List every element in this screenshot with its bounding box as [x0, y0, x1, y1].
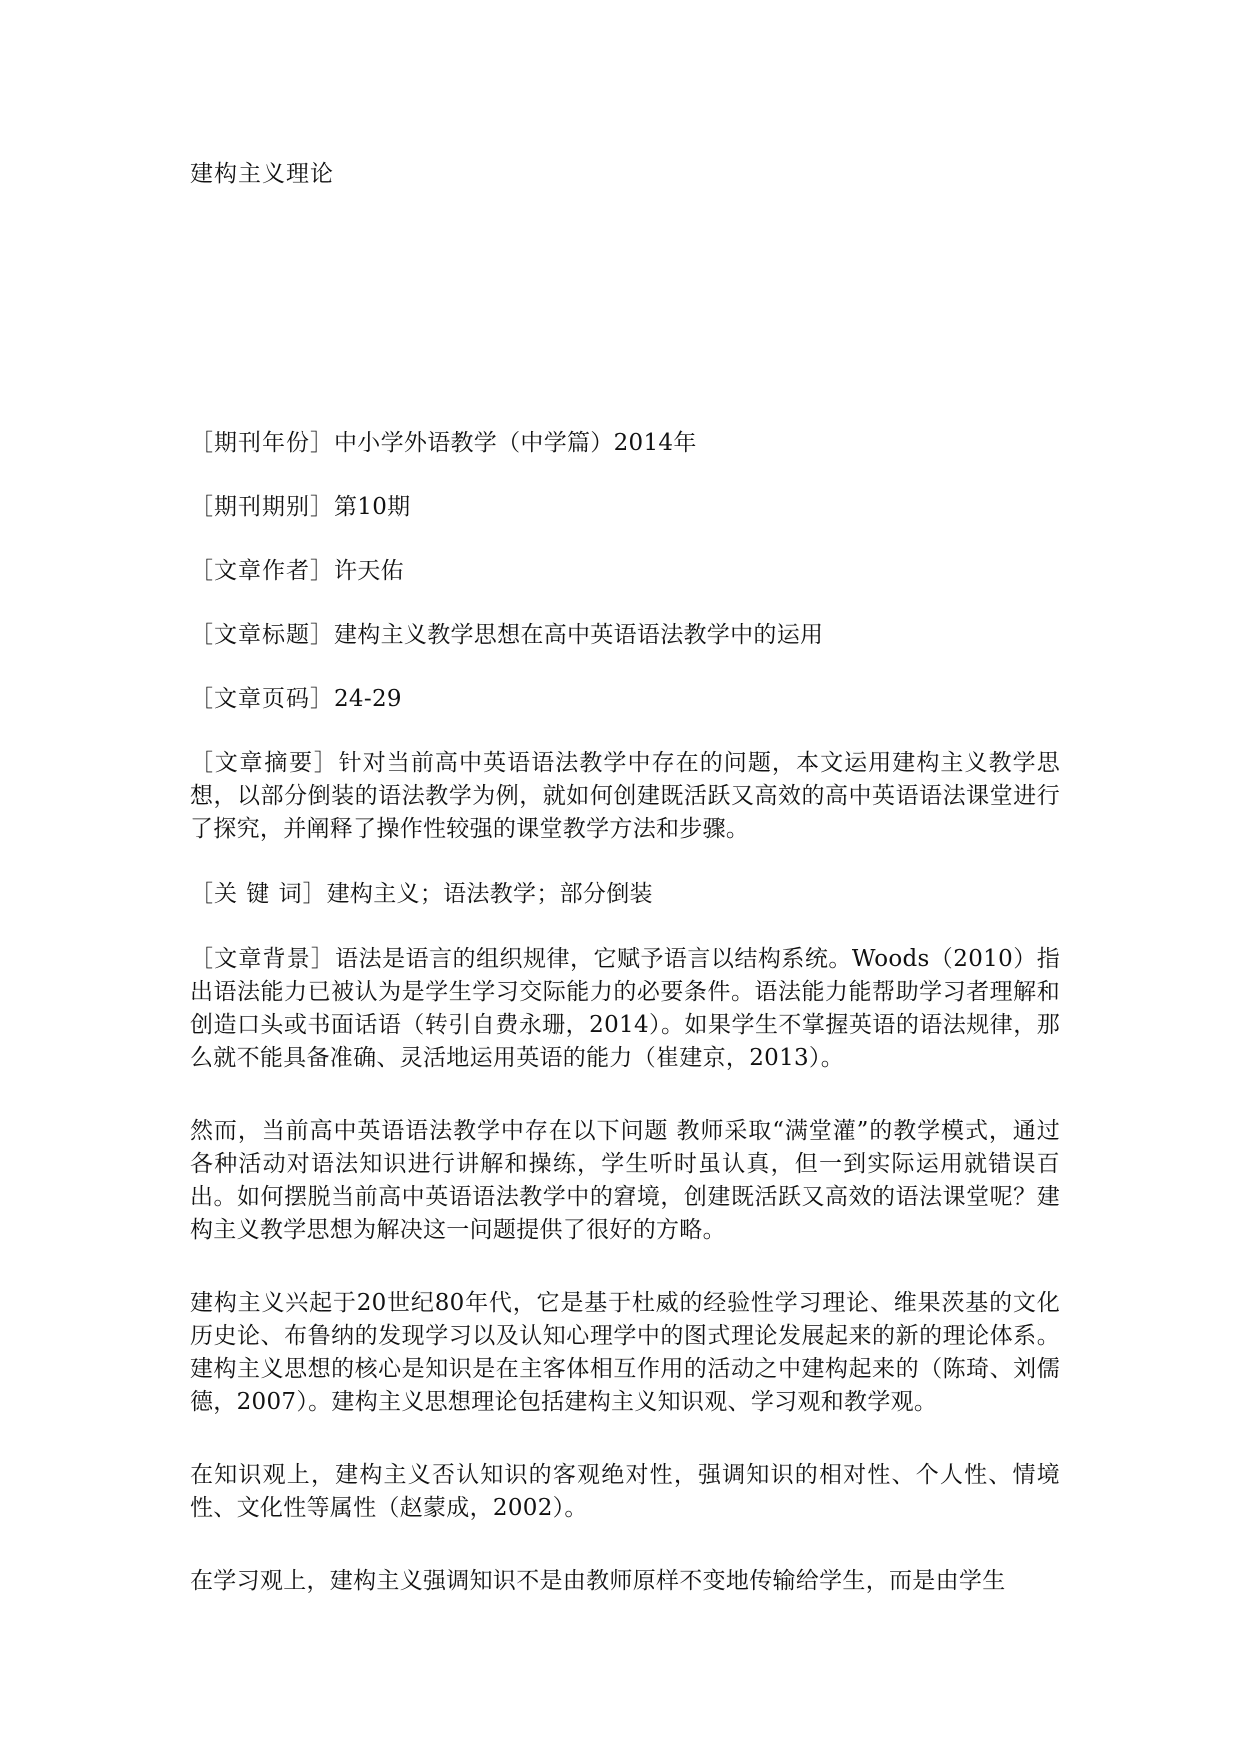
keywords-text: 建构主义；语法教学；部分倒装 [326, 881, 653, 907]
abstract-text: 针对当前高中英语语法教学中存在的问题，本文运用建构主义教学思想，以部分倒装的语法教学为例，就如何创建既活跃又高效的高中英语语法课堂进行了探究，并阐释了操作性较强的课堂教学方法和步骤。 [190, 750, 1061, 842]
body-paragraph: 然而，当前高中英语语法教学中存在以下问题 教师采取“满堂灌”的教学模式，通过各种活动对语法知识进行讲解和操练，学生听时虽认真，但一到实际运用就错误百出。如何摆脱当前高中英语语法教学中的窘境，创建既活跃又高效的语法课堂呢？建构主义教学思想为解决这一问题提供了很好的方略。 [190, 1118, 1060, 1243]
meta-value: 24-29 [334, 686, 402, 712]
abstract-paragraph [190, 747, 1060, 846]
abstract-label: ［文章摘要］ [190, 750, 339, 776]
document-body [190, 427, 1060, 1630]
meta-label: ［期刊期别］ [190, 494, 334, 520]
body-paragraph: 在知识观上，建构主义否认知识的客观绝对性，强调知识的相对性、个人性、情境性、文化性等属性（赵蒙成，2002）。 [190, 1462, 1060, 1521]
background-label: ［文章背景］ [190, 946, 336, 972]
meta-label: ［文章作者］ [190, 558, 334, 584]
meta-journal-issue [190, 491, 1060, 524]
keywords-paragraph [190, 878, 1060, 911]
meta-value: 建构主义教学思想在高中英语语法教学中的运用 [334, 622, 824, 648]
meta-label: ［文章标题］ [190, 622, 334, 648]
body-paragraph: 建构主义兴起于20世纪80年代，它是基于杜威的经验性学习理论、维果茨基的文化历史论、布鲁纳的发现学习以及认知心理学中的图式理论发展起来的新的理论体系。建构主义思想的核心是知识是在主客体相互作用的活动之中建构起来的（陈琦、刘儒德，2007）。建构主义思想理论包括建构主义知识观、学习观和教学观。 [190, 1290, 1060, 1415]
meta-value: 第10期 [334, 494, 411, 520]
keywords-label: ［关 键 词］ [190, 881, 327, 907]
meta-article-title [190, 619, 1060, 652]
meta-label: ［期刊年份］ [190, 430, 334, 456]
meta-value: 许天佑 [334, 558, 404, 584]
background-text: 语法是语言的组织规律，它赋予语言以结构系统。Woods（2010）指出语法能力已被认为是学生学习交际能力的必要条件。语法能力能帮助学习者理解和创造口头或书面话语（转引自费永珊，2014）。如果学生不掌握英语的语法规律，那么就不能具备准确、灵活地运用英语的能力（崔建京，2013）。 [190, 946, 1060, 1071]
body-paragraph: 在学习观上，建构主义强调知识不是由教师原样不变地传输给学生，而是由学生 [190, 1568, 1006, 1594]
meta-author [190, 555, 1060, 588]
meta-pages [190, 683, 1060, 716]
background-paragraph [190, 943, 1060, 1075]
meta-value: 中小学外语教学（中学篇）2014年 [334, 430, 697, 456]
document-title: 建构主义理论 [190, 161, 334, 187]
meta-label: ［文章页码］ [190, 686, 334, 712]
meta-journal-year [190, 427, 1060, 460]
